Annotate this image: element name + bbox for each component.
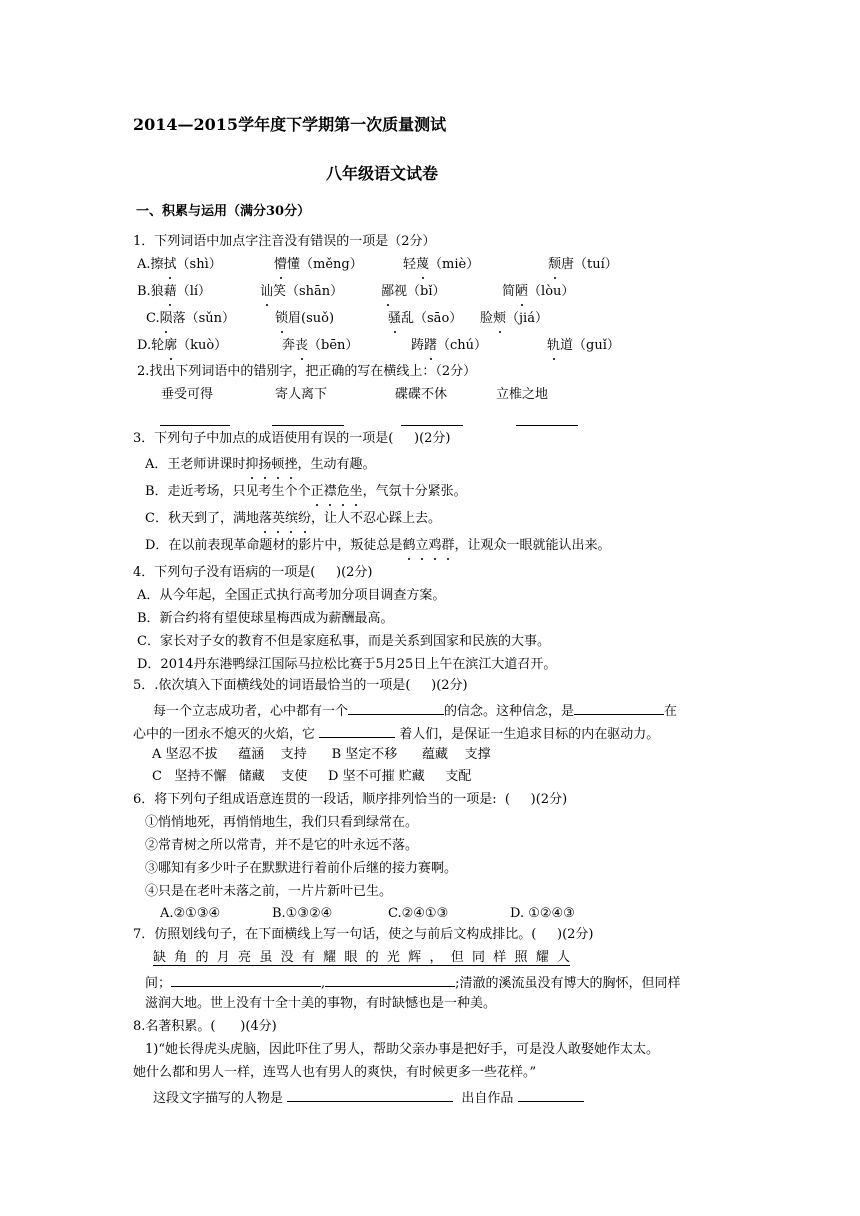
q1-option-d-2: 奔丧（bēn） <box>282 338 359 353</box>
q8-quote-line-2: 她什么都和男人一样，连骂人也有男人的爽快，有时候更多一些花样。” <box>133 1065 537 1080</box>
q1-option-b-2: 讪笑（shān） <box>260 284 344 299</box>
q7-stem: 7．仿照划线句子，在下面横线上写一句话，使之与前后文构成排比。( )(2分) <box>133 927 594 942</box>
q7-passage-line-2: 间； , ;清澈的溪流虽没有博大的胸怀，但同样 <box>145 972 681 993</box>
q6-option-d: D. ①②④③ <box>510 906 575 921</box>
q5-blank-3[interactable] <box>319 723 395 738</box>
q3-option-c: C．秋天到了，满地落英缤纷，让人不忍心踩上去。 <box>145 511 442 526</box>
q5-options-ab: A 坚忍不拔 蕴涵 支持 B 坚定不移 蕴藏 支撑 <box>152 747 491 762</box>
q1-option-b-4: 简陋（lòu） <box>502 284 575 299</box>
q4-stem: 4．下列句子没有语病的一项是( )(2分) <box>133 565 373 580</box>
q6-sentence-1: ①悄悄地死，再悄悄地生，我们只看到绿常在。 <box>145 815 419 830</box>
q3-option-a: A．王老师讲课时抑扬顿挫，生动有趣。 <box>145 457 376 472</box>
q2-answer-blank-2[interactable] <box>272 425 344 426</box>
q1-option-c-2: 锁眉(suǒ) <box>275 311 335 326</box>
q1-option-d-4: 轨道（guǐ） <box>547 338 620 353</box>
q5-blank-1[interactable] <box>348 700 444 715</box>
q1-option-c-3: 骚乱（sāo） <box>388 311 463 326</box>
q5-options-cd: C 坚持不懈 储藏 支使 D 坚不可摧 贮藏 支配 <box>152 769 472 784</box>
q2-word-1: 垂受可得 <box>161 387 214 402</box>
q2-word-3: 碟碟不休 <box>395 387 448 402</box>
q2-stem: 2.找出下列词语中的错别字，把正确的写在横线上：（2分） <box>137 364 477 379</box>
q8-character-blank[interactable] <box>287 1087 453 1102</box>
q6-option-a: A.②①③④ <box>160 906 221 921</box>
q2-answer-blank-4[interactable] <box>516 425 578 426</box>
q7-passage-line-3: 滋润大地。世上没有十全十美的事物，有时缺憾也是一种美。 <box>145 996 497 1011</box>
q1-stem: 1．下列词语中加点字注音没有错误的一项是（2分） <box>133 234 436 249</box>
q6-sentence-2: ②常青树之所以常青，并不是它的叶永远不落。 <box>145 838 419 853</box>
q6-sentence-3: ③哪知有多少叶子在默默进行着前仆后继的接力赛啊。 <box>145 861 458 876</box>
q1-option-a-3: 轻蔑（miè） <box>403 257 480 272</box>
q3-stem: 3．下列句子中加点的成语使用有误的一项是( )(2分) <box>133 431 451 446</box>
q1-option-d-3: 踌躇（chú） <box>411 338 488 353</box>
q1-option-d-1: D.轮廓（kuò） <box>137 338 228 353</box>
q6-sentence-4: ④只是在老叶未落之前，一片片新叶已生。 <box>145 884 393 899</box>
q3-option-b: B．走近考场，只见考生个个正襟危坐，气氛十分紧张。 <box>145 484 467 499</box>
q1-option-b-1: B.狼藉（lí） <box>137 284 212 299</box>
q5-passage-line-1: 每一个立志成功者，心中都有一个 的信念。这种信念，是 在 <box>153 700 677 721</box>
q8-stem: 8.名著积累。( )(4分) <box>133 1019 277 1034</box>
q1-option-a-1: A.擦拭（shì） <box>137 257 222 272</box>
q7-blank-2[interactable] <box>325 972 455 987</box>
q8-work-blank[interactable] <box>518 1087 584 1102</box>
q5-blank-2[interactable] <box>574 700 664 715</box>
q6-option-b: B.①③②④ <box>272 906 333 921</box>
q4-option-c: C．家长对子女的教育不但是家庭私事，而是关系到国家和民族的大事。 <box>137 634 550 649</box>
exam-subtitle: 八年级语文试卷 <box>326 164 439 183</box>
q2-answer-blank-1[interactable] <box>160 425 230 426</box>
q4-option-d: D．2014丹东港鸭绿江国际马拉松比赛于5月25日上午在滨江大道召开。 <box>137 657 557 672</box>
q6-stem: 6．将下列句子组成语意连贯的一段话，顺序排列恰当的一项是: ( )(2分) <box>133 792 568 807</box>
q2-answer-blank-3[interactable] <box>401 425 463 426</box>
section-heading: 一、积累与运用（满分30分） <box>136 204 311 219</box>
q1-option-c-4: 脸颊（jiá） <box>480 311 548 326</box>
q6-option-c: C.②④①③ <box>388 906 449 921</box>
q5-stem: 5．.依次填入下面横线处的词语最恰当的一项是( )(2分) <box>133 678 468 693</box>
q4-option-b: B．新合约将有望使球星梅西成为薪酬最高。 <box>137 611 394 626</box>
q5-passage-line-2: 心中的一团永不熄灭的火焰，它 着人们，是保证一生追求目标的内在驱动力。 <box>133 723 659 744</box>
q1-option-a-2: 懵懂（měng） <box>274 257 363 272</box>
q2-word-2: 寄人离下 <box>275 387 328 402</box>
q1-option-a-4: 颓唐（tuí） <box>548 257 618 272</box>
q3-option-d: D．在以前表现革命题材的影片中，叛徒总是鹤立鸡群，让观众一眼就能认出来。 <box>145 538 611 553</box>
q7-passage-line-1: 缺 角 的 月 亮 虽 没 有 耀 眼 的 光 辉 ， 但 同 样 照 耀 人 <box>153 950 571 965</box>
exam-title: 2014—2015学年度下学期第一次质量测试 <box>133 115 447 134</box>
q1-option-b-3: 鄙视（bǐ） <box>381 284 446 299</box>
q4-option-a: A．从今年起，全国正式执行高考加分项目调查方案。 <box>137 588 446 603</box>
q7-blank-1[interactable] <box>171 972 321 987</box>
q2-word-4: 立椎之地 <box>496 387 549 402</box>
q8-prompt: 这段文字描写的人物是 出自作品 <box>153 1087 584 1108</box>
q1-option-c-1: C.陨落（sǔn） <box>146 311 236 326</box>
q8-quote-line-1: 1)“她长得虎头虎脑，因此吓住了男人，帮助父亲办事是把好手，可是没人敢娶她作太太。 <box>145 1042 659 1057</box>
